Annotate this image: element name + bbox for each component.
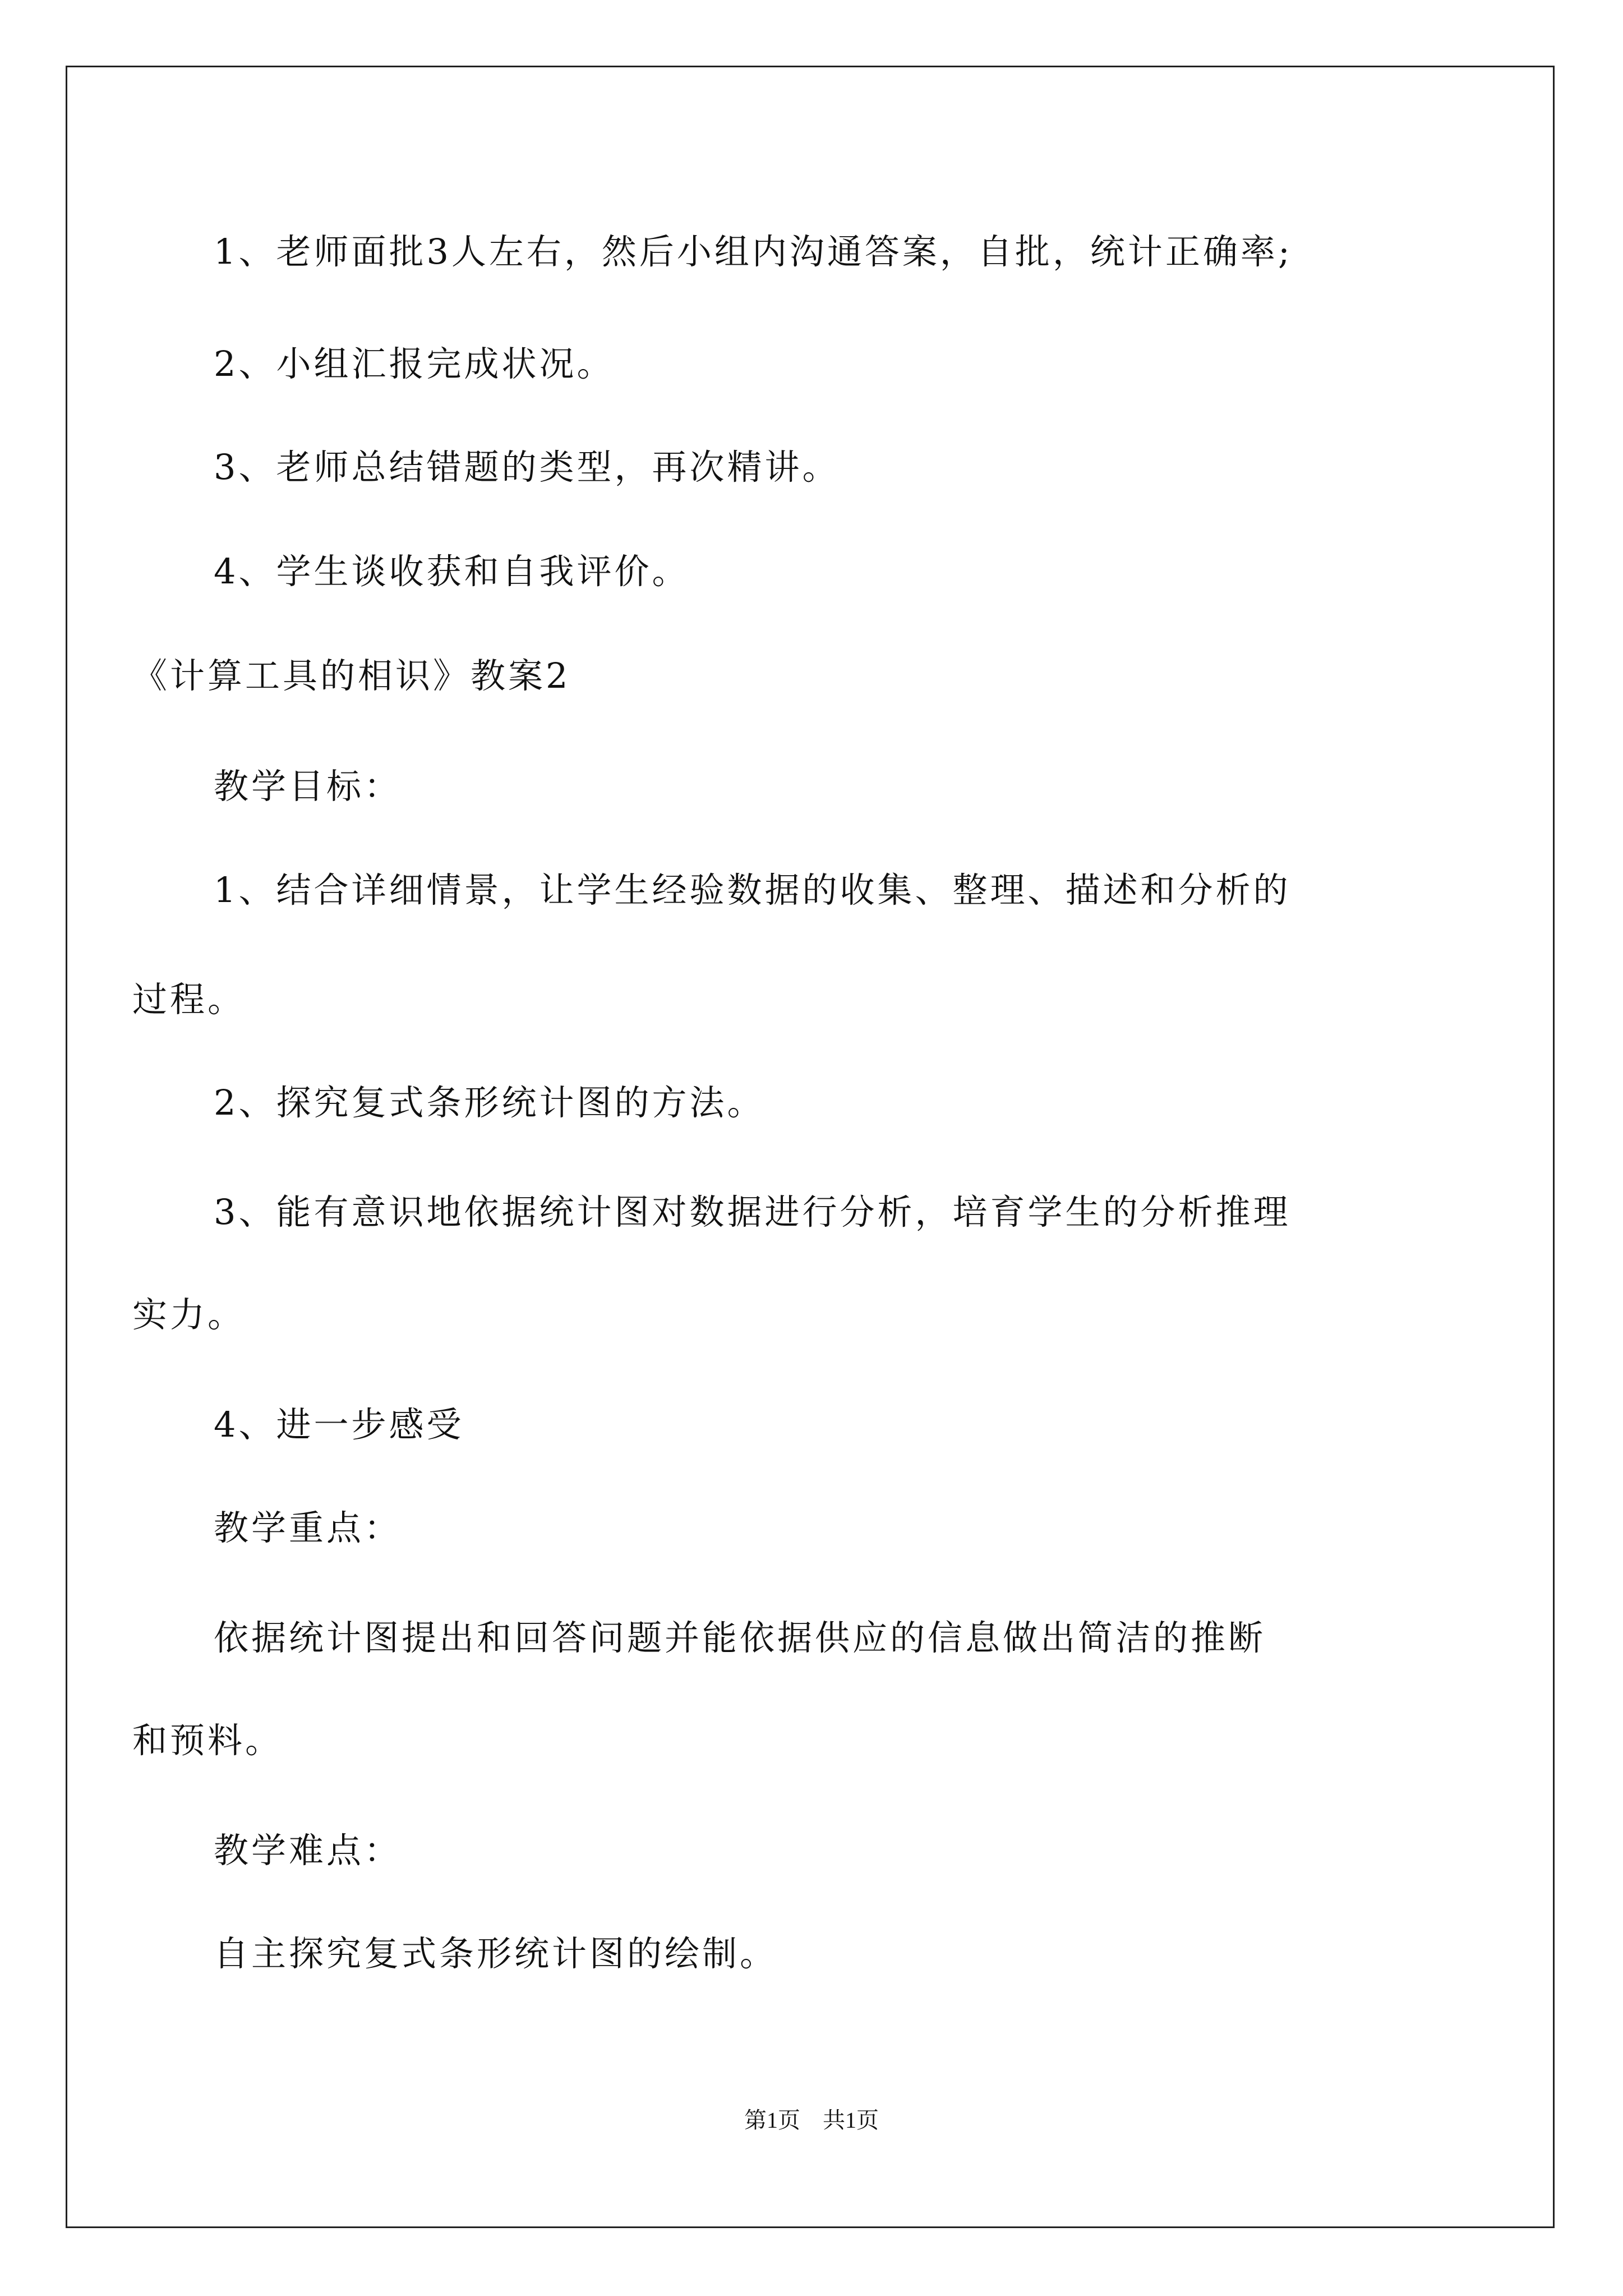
paragraph-line: 1、老师面批3人左右，然后小组内沟通答案，自批，统计正确率; (214, 231, 1293, 272)
paragraph-line: 自主探究复式条形统计图的绘制。 (214, 1933, 778, 1974)
paragraph-line: 1、结合详细情景，让学生经验数据的收集、整理、描述和分析的 (214, 869, 1291, 910)
section-heading: 教学重点： (214, 1507, 402, 1548)
paragraph-line: 2、小组汇报完成状况。 (214, 343, 615, 384)
paragraph-line: 和预料。 (132, 1720, 283, 1761)
paragraph-line: 2、探究复式条形统计图的方法。 (214, 1082, 765, 1123)
page-footer: 第1页 共1页 (744, 2108, 879, 2133)
paragraph-line: 依据统计图提出和回答问题并能依据供应的信息做出简洁的推断 (214, 1617, 1266, 1658)
paragraph-line: 4、学生谈收获和自我评价。 (214, 551, 690, 592)
paragraph-line: 过程。 (132, 979, 246, 1020)
paragraph-line: 4、进一步感受 (214, 1404, 464, 1445)
paragraph-line: 实力。 (132, 1294, 246, 1335)
section-heading: 教学目标： (214, 766, 402, 807)
paragraph-line: 3、老师总结错题的类型，再次精讲。 (214, 447, 840, 487)
paragraph-line: 3、能有意识地依据统计图对数据进行分析，培育学生的分析推理 (214, 1191, 1291, 1232)
section-title: 《计算工具的相识》教案2 (132, 655, 571, 696)
section-heading: 教学难点： (214, 1830, 402, 1871)
